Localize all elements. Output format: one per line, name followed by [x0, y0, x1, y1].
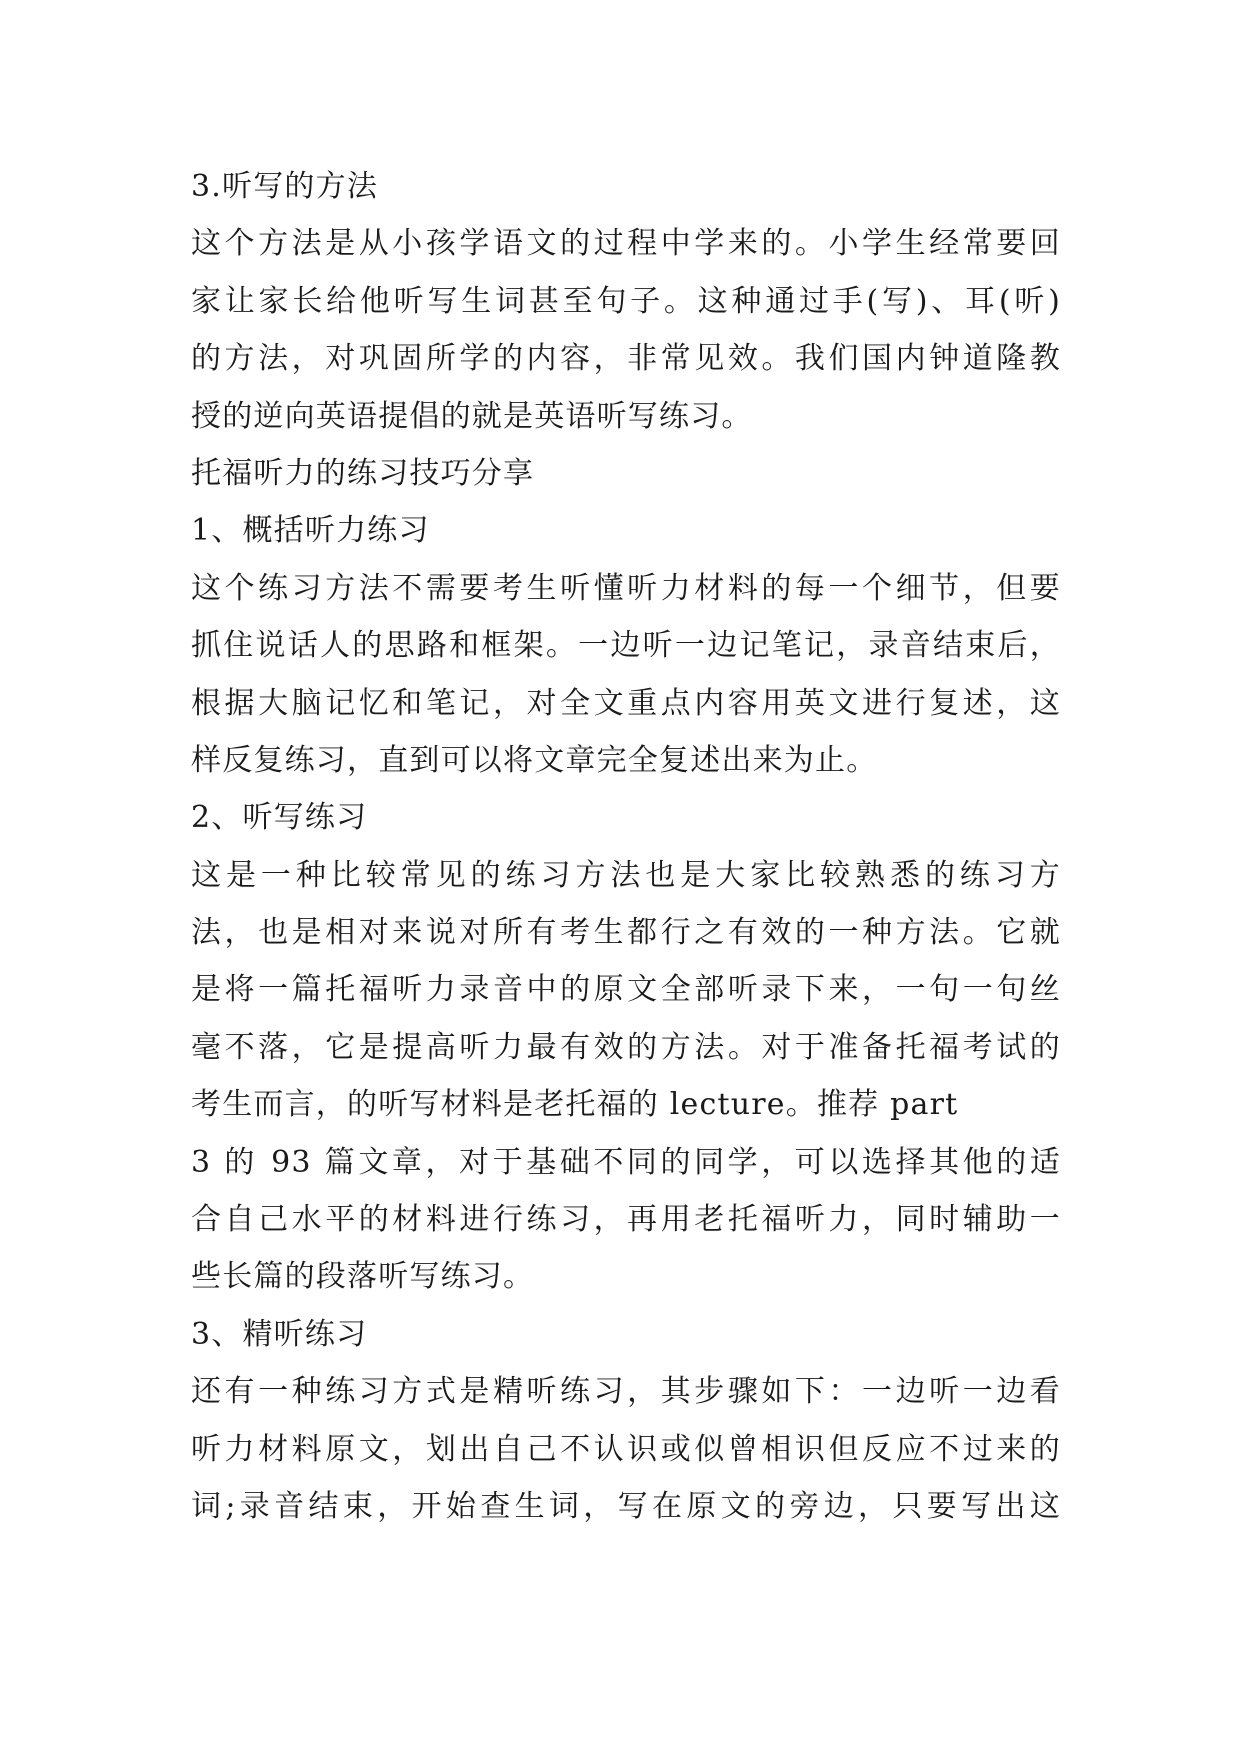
paragraph-line: 的方法，对巩固所学的内容，非常见效。我们国内钟道隆教 — [191, 341, 1061, 377]
subsection-heading: 3、精听练习 — [191, 1316, 368, 1352]
paragraph-line: 3 的 93 篇文章，对于基础不同的同学，可以选择其他的适 — [191, 1144, 1061, 1180]
paragraph-line: 授的逆向英语提倡的就是英语听写练习。 — [191, 398, 753, 434]
paragraph-line: 毫不落，它是提高听力最有效的方法。对于准备托福考试的 — [191, 1029, 1061, 1065]
paragraph-line: 考生而言，的听写材料是老托福的 lecture。推荐 part — [191, 1087, 959, 1123]
paragraph-line: 法，也是相对来说对所有考生都行之有效的一种方法。它就 — [191, 915, 1061, 951]
paragraph-line: 这个练习方法不需要考生听懂听力材料的每一个细节，但要 — [191, 570, 1061, 606]
paragraph-line: 根据大脑记忆和笔记，对全文重点内容用英文进行复述，这 — [191, 685, 1061, 721]
paragraph-line: 是将一篇托福听力录音中的原文全部听录下来，一句一句丝 — [191, 972, 1061, 1008]
subsection-heading: 2、听写练习 — [191, 800, 368, 836]
paragraph-line: 家让家长给他听写生词甚至句子。这种通过手(写)、耳(听) — [191, 283, 1061, 319]
section-heading: 托福听力的练习技巧分享 — [191, 455, 535, 491]
paragraph-line: 抓住说话人的思路和框架。一边听一边记笔记，录音结束后， — [191, 628, 1061, 664]
paragraph-line: 听力材料原文，划出自己不认识或似曾相识但反应不过来的 — [191, 1431, 1061, 1467]
paragraph-line: 些长篇的段落听写练习。 — [191, 1259, 535, 1295]
paragraph-line: 还有一种练习方式是精听练习，其步骤如下：一边听一边看 — [191, 1374, 1061, 1410]
section-heading: 3.听写的方法 — [191, 169, 379, 204]
paragraph-line: 这是一种比较常见的练习方法也是大家比较熟悉的练习方 — [191, 857, 1061, 893]
subsection-heading: 1、概括听力练习 — [191, 513, 430, 549]
paragraph-line: 样反复练习，直到可以将文章完全复述出来为止。 — [191, 742, 878, 778]
document-page — [191, 158, 1061, 1535]
paragraph-line: 这个方法是从小孩学语文的过程中学来的。小学生经常要回 — [191, 226, 1061, 262]
paragraph-line: 词;录音结束，开始查生词，写在原文的旁边，只要写出这 — [191, 1488, 1061, 1524]
paragraph-line: 合自己水平的材料进行练习，再用老托福听力，同时辅助一 — [191, 1202, 1061, 1238]
